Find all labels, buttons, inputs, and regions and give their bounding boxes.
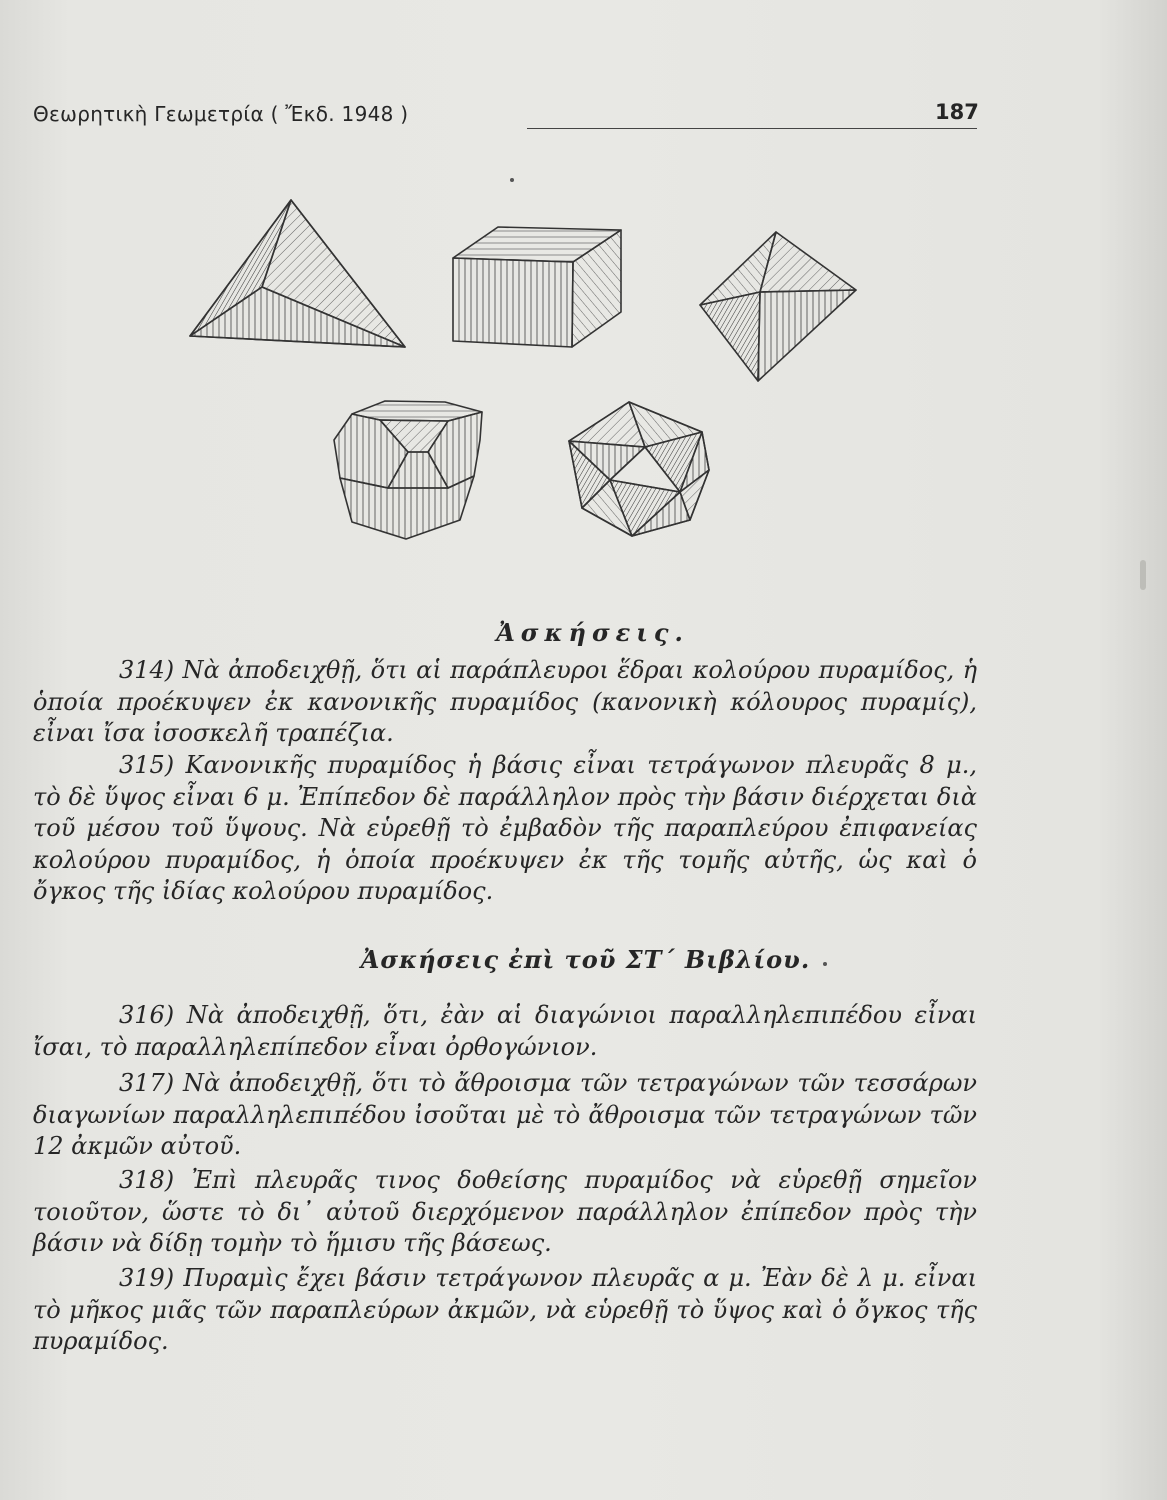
stray-dot bbox=[823, 962, 827, 966]
tetrahedron-figure bbox=[190, 200, 405, 347]
stray-dot bbox=[510, 178, 514, 182]
page-number: 187 bbox=[935, 100, 979, 124]
page-edge-mark bbox=[1140, 560, 1146, 590]
exercise-317: 317) Νὰ ἀποδειχθῇ, ὅτι τὸ ἄθροισμα τῶν τετραγώνων τῶν τεσσάρων διαγωνίων παραλληλεπιπέδου ἰσοῦται μὲ τὸ ἄθροισμα τῶν τετραγώνων τῶν 12 ἀκμῶν αὐτοῦ. bbox=[33, 1069, 977, 1160]
octahedron-figure bbox=[700, 232, 856, 381]
exercise-319: 319) Πυραμὶς ἔχει βάσιν τετράγωνον πλευρᾶς α μ. Ἐὰν δὲ λ μ. εἶναι τὸ μῆκος μιᾶς τῶν παραπλεύρων ἀκμῶν, νὰ εὑρεθῇ τὸ ὕψος καὶ ὁ ὄγκος τῆς πυραμίδος. bbox=[33, 1264, 977, 1355]
cube-figure bbox=[453, 227, 621, 347]
exercise-316: 316) Νὰ ἀποδειχθῇ, ὅτι, ἐὰν αἱ διαγώνιοι παραλληλεπιπέδου εἶναι ἴσαι, τὸ παραλληλεπίπεδον εἶναι ὀρθογώνιον. bbox=[33, 1001, 977, 1061]
running-header: Θεωρητικὴ Γεωμετρία ( Ἔκδ. 1948 ) bbox=[33, 102, 409, 126]
exercise-314: 314) Νὰ ἀποδειχθῇ, ὅτι αἱ παράπλευροι ἕδραι κολούρου πυραμίδος, ἡ ὁποία προέκυψεν ἐκ κανονικῆς πυραμίδος (κανονικὴ κόλουρος πυραμίς), εἶναι ἴσα ἰσοσκελῆ τραπέζια. bbox=[33, 656, 977, 747]
dodecahedron-figure bbox=[334, 401, 482, 539]
icosahedron-figure bbox=[569, 402, 709, 536]
exercise-318: 318) Ἐπὶ πλευρᾶς τινος δοθείσης πυραμίδος νὰ εὑρεθῇ σημεῖον τοιοῦτον, ὥστε τὸ δι᾿ αὐτοῦ διερχόμενον παράλληλον ἐπίπεδον πρὸς τὴν βάσιν νὰ δίδῃ τομὴν τὸ ἥμισυ τῆς βάσεως. bbox=[33, 1166, 977, 1257]
polyhedra-illustrations bbox=[0, 0, 1167, 560]
exercise-315: 315) Κανονικῆς πυραμίδος ἡ βάσις εἶναι τετράγωνον πλευρᾶς 8 μ., τὸ δὲ ὕψος εἶναι 6 μ. Ἐπίπεδον δὲ παράλληλον πρὸς τὴν βάσιν διέρχεται διὰ τοῦ μέσου τοῦ ὕψους. Νὰ εὑρεθῇ τὸ ἐμβαδὸν τῆς παραπλεύρου ἐπιφανείας κολούρου πυραμίδος, ἡ ὁποία προέκυψεν ἐκ τῆς τομῆς αὐτῆς, ὡς καὶ ὁ ὄγκος τῆς ἰδίας κολούρου πυραμίδος. bbox=[33, 751, 977, 905]
exercises-heading: Ἀσκήσεις. bbox=[496, 618, 689, 647]
book-exercises-heading: Ἀσκήσεις ἐπὶ τοῦ ΣΤ΄ Βιβλίου. bbox=[360, 945, 811, 974]
